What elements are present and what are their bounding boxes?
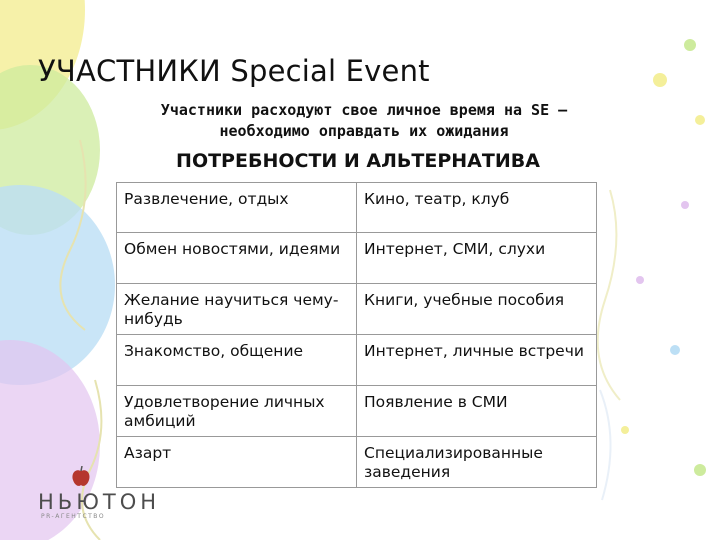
subtitle-line: необходимо оправдать их ожидания (219, 122, 509, 140)
confetti-dot (681, 201, 689, 209)
need-cell: Азарт (117, 437, 357, 488)
alternative-cell: Специализированные заведения (357, 437, 597, 488)
alternative-cell: Кино, театр, клуб (357, 183, 597, 233)
need-cell: Развлечение, отдых (117, 183, 357, 233)
company-logo (38, 466, 161, 520)
confetti-dot (653, 73, 667, 87)
alternative-cell: Книги, учебные пособия (357, 284, 597, 335)
slide-subtitle (104, 100, 624, 142)
confetti-dot (636, 276, 644, 284)
confetti-dot (670, 345, 680, 355)
balloon-string (600, 390, 611, 500)
alternative-cell: Интернет, личные встречи (357, 335, 597, 386)
confetti-dot (684, 39, 696, 51)
need-cell: Обмен новостями, идеями (117, 233, 357, 284)
subtitle-line: Участники расходуют свое личное время на SE – (160, 101, 568, 119)
table-row (117, 233, 597, 284)
table-row (117, 284, 597, 335)
table-row (117, 183, 597, 233)
need-cell: Знакомство, общение (117, 335, 357, 386)
table-row (117, 335, 597, 386)
logo-tagline: PR-АГЕНТСТВО (41, 513, 106, 520)
apple-icon (71, 466, 91, 488)
slide-title: УЧАСТНИКИ Special Event (38, 54, 430, 88)
need-cell: Удовлетворение личных амбиций (117, 386, 357, 437)
need-cell: Желание научиться чему-нибудь (117, 284, 357, 335)
confetti-dot (695, 115, 705, 125)
table-row (117, 386, 597, 437)
confetti-dot (694, 464, 706, 476)
alternative-cell: Интернет, СМИ, слухи (357, 233, 597, 284)
balloon-string (598, 190, 620, 400)
needs-alternatives-table (116, 182, 597, 488)
table-row (117, 437, 597, 488)
alternative-cell: Появление в СМИ (357, 386, 597, 437)
logo-name: НЬЮТОН (38, 490, 161, 514)
confetti-dot (621, 426, 629, 434)
section-heading: ПОТРЕБНОСТИ И АЛЬТЕРНАТИВА (176, 150, 540, 172)
